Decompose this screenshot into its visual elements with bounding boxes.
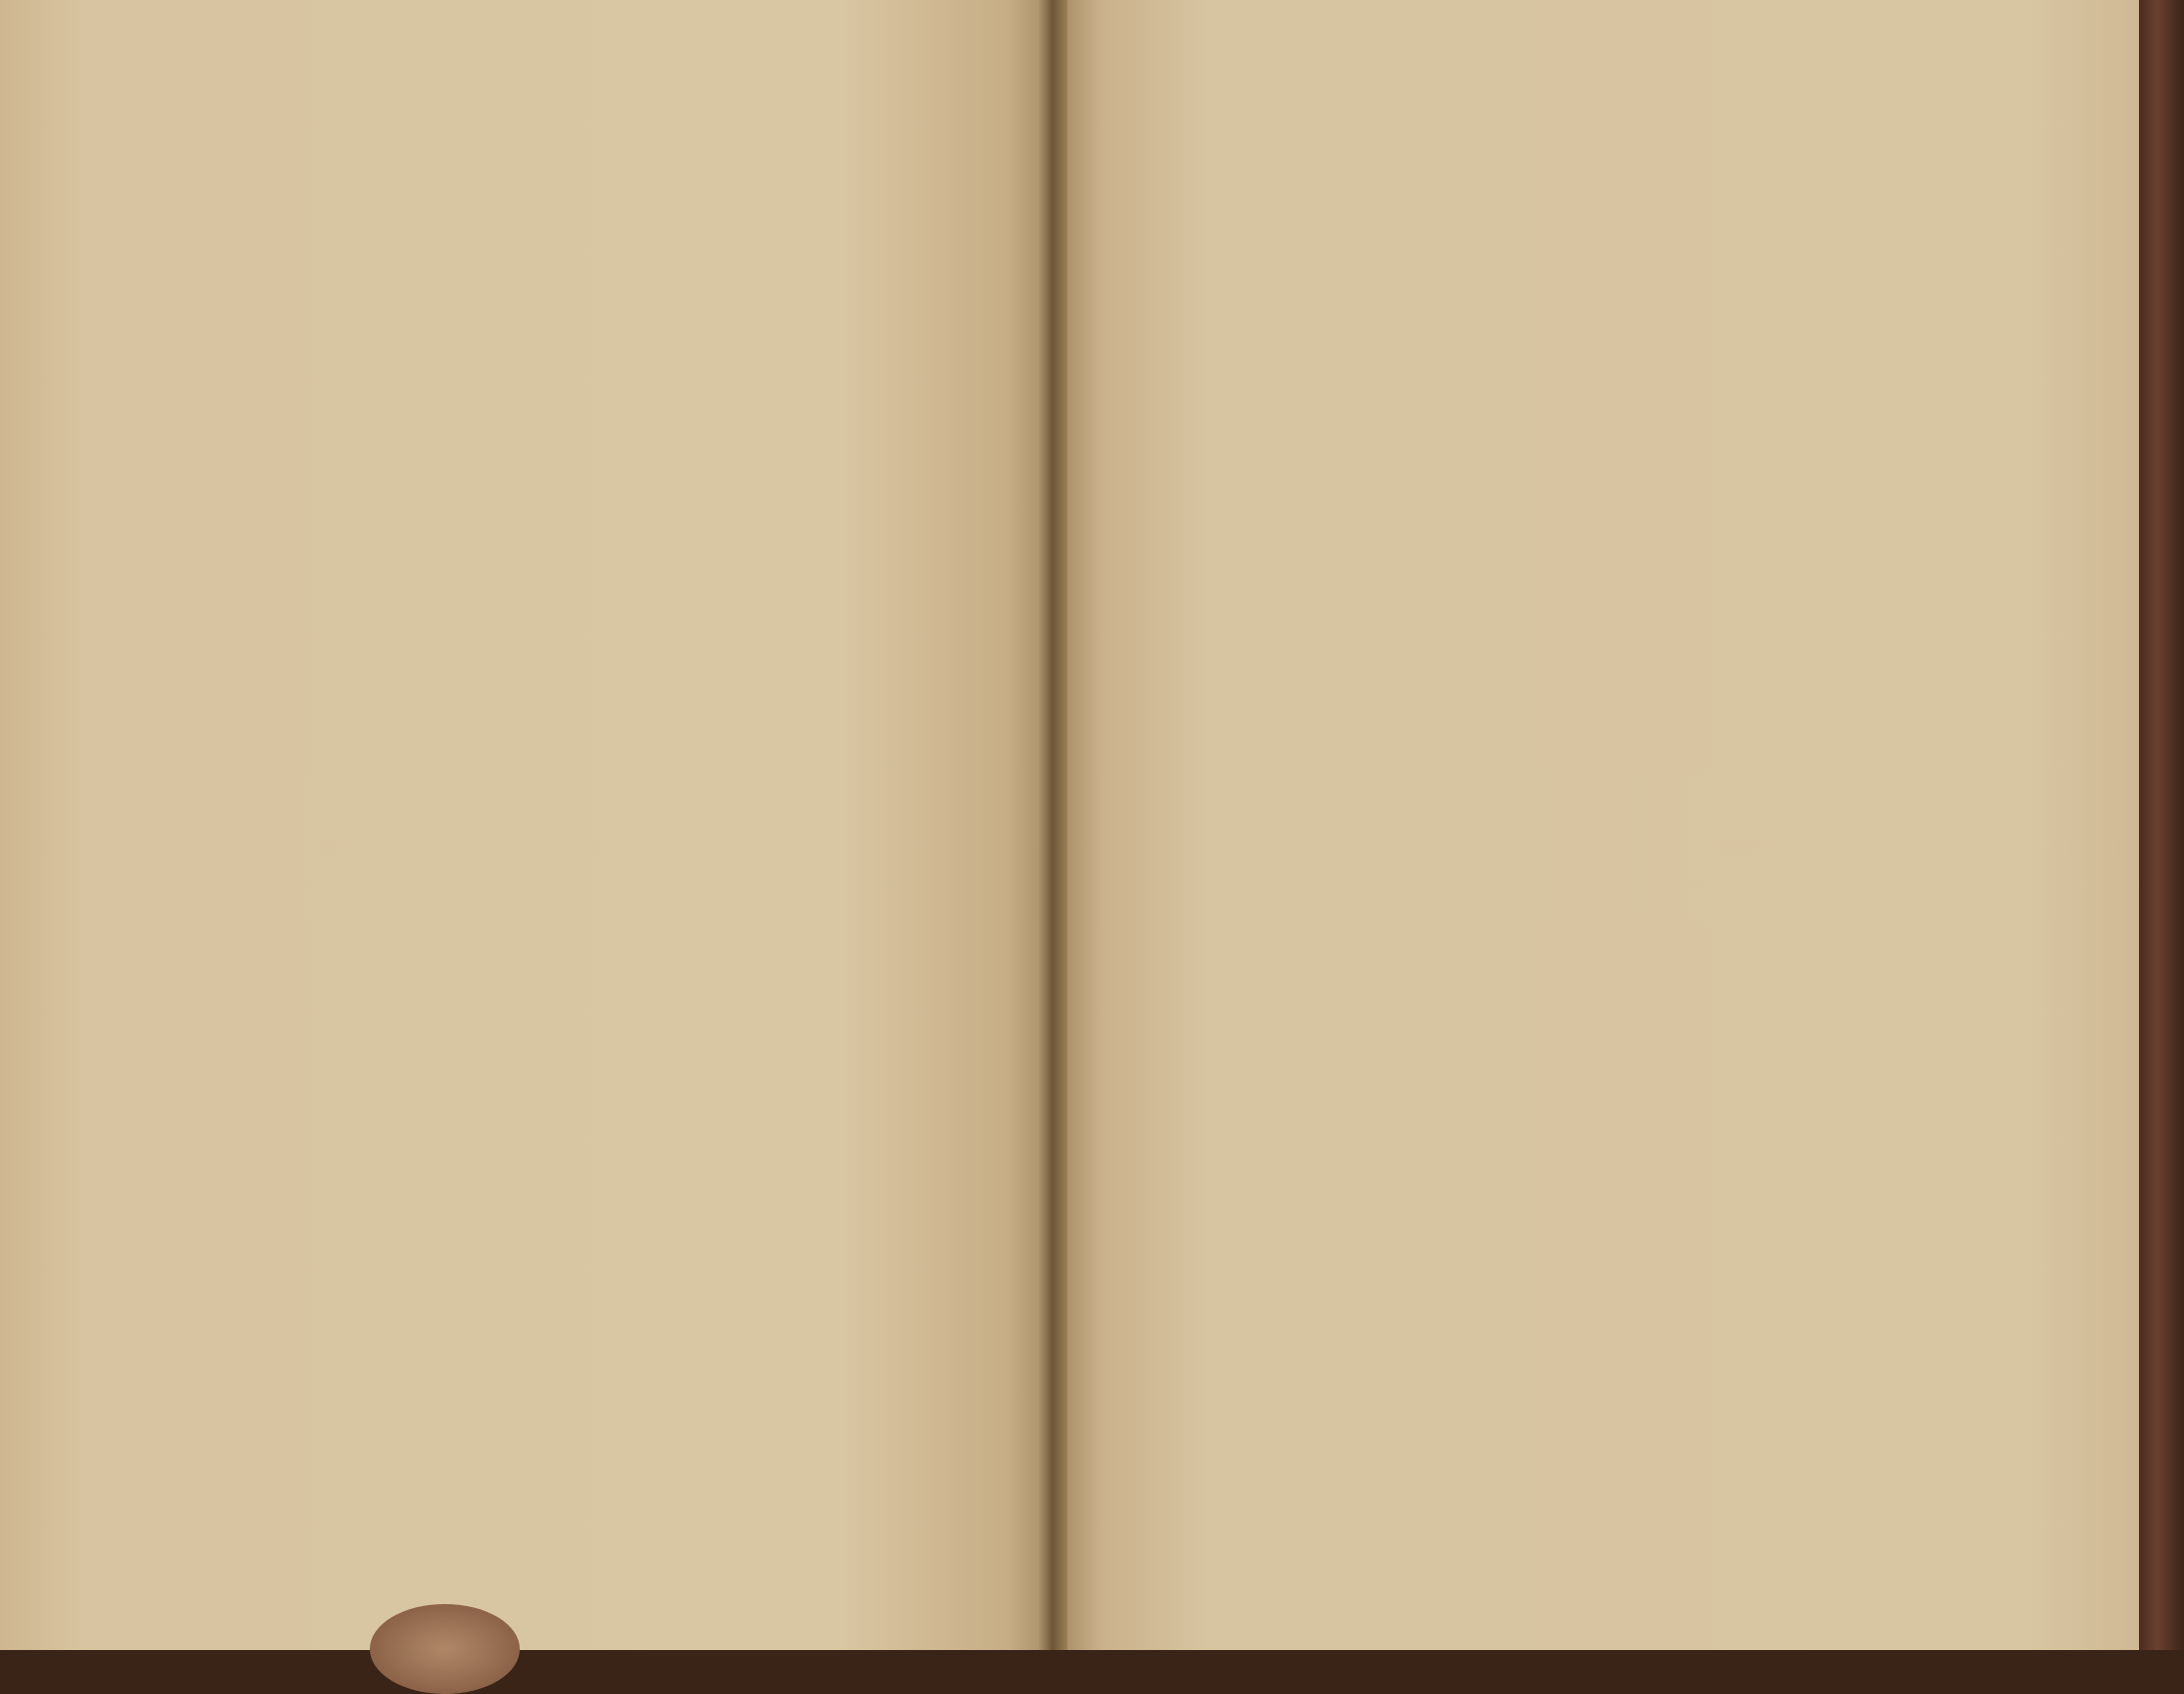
right-page xyxy=(1058,0,2139,1650)
left-page xyxy=(0,0,1050,1650)
thumb-image xyxy=(370,1604,520,1694)
book-cover-edge xyxy=(2139,0,2184,1650)
book-gutter xyxy=(1038,0,1068,1650)
